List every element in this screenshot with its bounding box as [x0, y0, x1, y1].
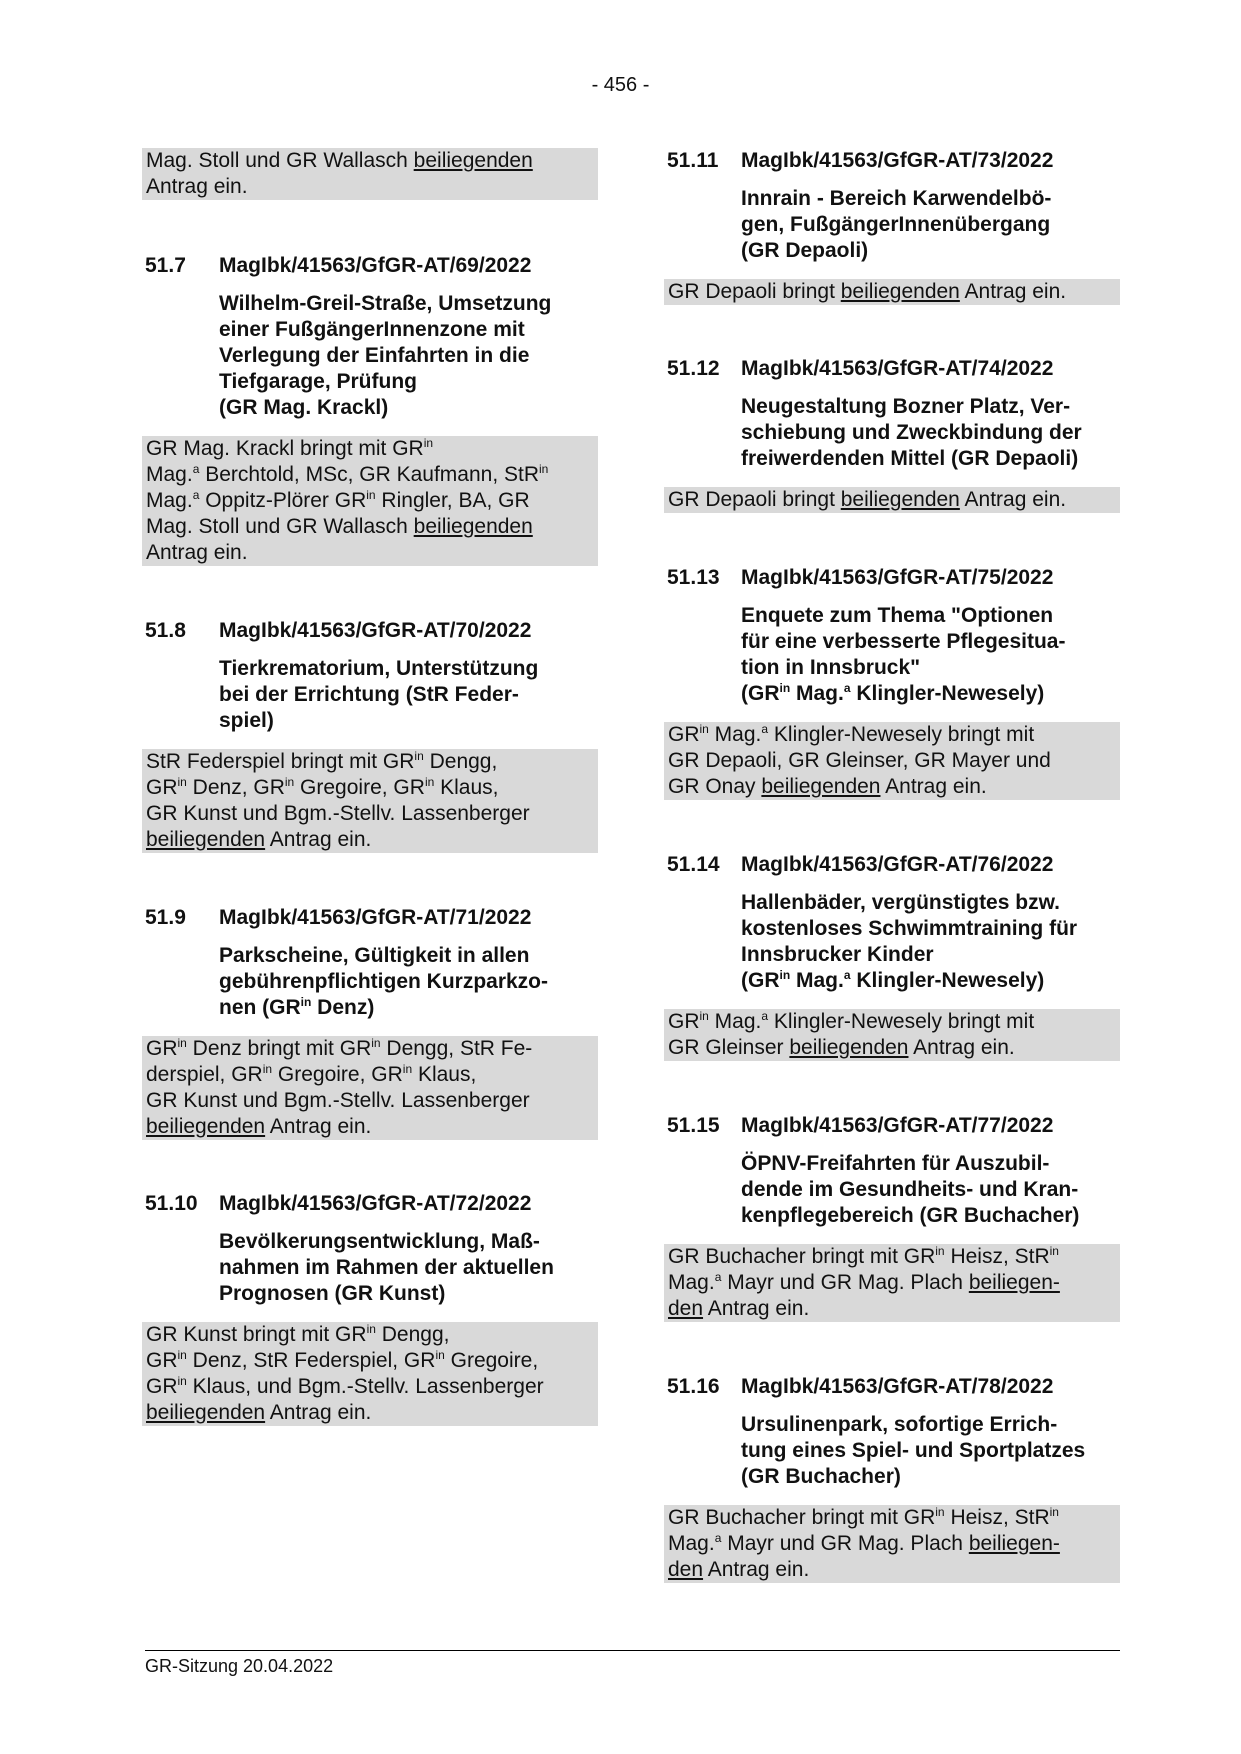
continuation-text: Mag. Stoll und GR Wallasch beiliegenden Antrag ein.	[142, 148, 598, 200]
item-text: StR Federspiel bringt mit $GR^{in}$ Dengg, $GR^{in}$ Denz, $GR^{in}$ Gregoire, $GR^{in}$ Klaus, GR Kunst und Bgm.-Stellv. Lassenberger beiliegenden Antrag ein.	[142, 749, 598, 853]
item-heading: 51.10 MagIbk/41563/GfGR-AT/72/2022	[145, 1192, 532, 1215]
item-heading: 51.7 MagIbk/41563/GfGR-AT/69/2022	[145, 254, 532, 277]
item-heading: 51.15 MagIbk/41563/GfGR-AT/77/2022	[667, 1114, 1054, 1137]
item-heading: 51.11 MagIbk/41563/GfGR-AT/73/2022	[667, 149, 1054, 172]
item-title: Bevölkerungsentwicklung, Maß- nahmen im Rahmen der aktuellen Prognosen (GR Kunst)	[219, 1230, 554, 1305]
item-text: GR Depaoli bringt beiliegenden Antrag ein.	[664, 487, 1120, 513]
item-text: GR Buchacher bringt mit $GR^{in}$ Heisz, StR$^{in}$ Mag.$^a$ Mayr und GR Mag. Plach beiliegen- den Antrag ein.	[664, 1505, 1120, 1583]
item-text: $GR^{in}$ Mag.$^a$ Klingler-Newesely bringt mit GR Depaoli, GR Gleinser, GR Mayer und GR Onay beiliegenden Antrag ein.	[664, 722, 1120, 800]
item-title: Enquete zum Thema "Optionen für eine verbesserte Pflegesitua- tion in Innsbruck" ($GR^{in}$ Mag.$^a$ Klingler-Newesely)	[741, 604, 1066, 705]
item-text: GR Mag. Krackl bringt mit $GR^{in}$ Mag.$^a$ Berchtold, MSc, GR Kaufmann, StR$^{in}$ Mag.$^a$ Oppitz-Plörer $GR^{in}$ Ringler, BA, GR Mag. Stoll und GR Wallasch beiliegenden Antrag ein.	[142, 436, 598, 566]
item-title: Neugestaltung Bozner Platz, Ver- schiebung und Zweckbindung der freiwerdenden Mittel (GR Depaoli)	[741, 395, 1082, 470]
item-title: Innrain - Bereich Karwendelbö- gen, FußgängerInnenübergang (GR Depaoli)	[741, 187, 1052, 262]
item-text: GR Kunst bringt mit $GR^{in}$ Dengg, $GR^{in}$ Denz, StR Federspiel, $GR^{in}$ Gregoire, $GR^{in}$ Klaus, und Bgm.-Stellv. Lassenberger beiliegenden Antrag ein.	[142, 1322, 598, 1426]
item-heading: 51.16 MagIbk/41563/GfGR-AT/78/2022	[667, 1375, 1054, 1398]
item-text: $GR^{in}$ Denz bringt mit $GR^{in}$ Dengg, StR Fe- derspiel, $GR^{in}$ Gregoire, $GR^{in}$ Klaus, GR Kunst und Bgm.-Stellv. Lassenberger beiliegenden Antrag ein.	[142, 1036, 598, 1140]
item-heading: 51.9 MagIbk/41563/GfGR-AT/71/2022	[145, 906, 532, 929]
item-text: GR Buchacher bringt mit $GR^{in}$ Heisz, StR$^{in}$ Mag.$^a$ Mayr und GR Mag. Plach beiliegen- den Antrag ein.	[664, 1244, 1120, 1322]
item-title: Wilhelm-Greil-Straße, Umsetzung einer FußgängerInnenzone mit Verlegung der Einfahrten in die Tiefgarage, Prüfung (GR Mag. Krackl)	[219, 292, 552, 419]
item-heading: 51.8 MagIbk/41563/GfGR-AT/70/2022	[145, 619, 532, 642]
item-title: ÖPNV-Freifahrten für Auszubil- dende im Gesundheits- und Kran- kenpflegebereich (GR Buchacher)	[741, 1152, 1080, 1227]
item-text: GR Depaoli bringt beiliegenden Antrag ein.	[664, 279, 1120, 305]
item-title: Parkscheine, Gültigkeit in allen gebührenpflichtigen Kurzparkzo- nen ($GR^{in}$ Denz)	[219, 944, 549, 1019]
item-title: Ursulinenpark, sofortige Errich- tung eines Spiel- und Sportplatzes (GR Buchacher)	[741, 1413, 1086, 1488]
item-heading: 51.14 MagIbk/41563/GfGR-AT/76/2022	[667, 853, 1054, 876]
page-number: - 456 -	[591, 74, 650, 96]
item-heading: 51.13 MagIbk/41563/GfGR-AT/75/2022	[667, 566, 1054, 589]
footer-text: GR-Sitzung 20.04.2022	[145, 1656, 334, 1676]
item-title: Tierkrematorium, Unterstützung bei der Errichtung (StR Feder- spiel)	[219, 657, 539, 732]
item-text: $GR^{in}$ Mag.$^a$ Klingler-Newesely bringt mit GR Gleinser beiliegenden Antrag ein.	[664, 1009, 1120, 1061]
item-title: Hallenbäder, vergünstigtes bzw. kostenloses Schwimmtraining für Innsbrucker Kinder ($GR^{in}$ Mag.$^a$ Klingler-Newesely)	[741, 891, 1078, 992]
item-heading: 51.12 MagIbk/41563/GfGR-AT/74/2022	[667, 357, 1054, 380]
footer-divider	[145, 1650, 1120, 1651]
